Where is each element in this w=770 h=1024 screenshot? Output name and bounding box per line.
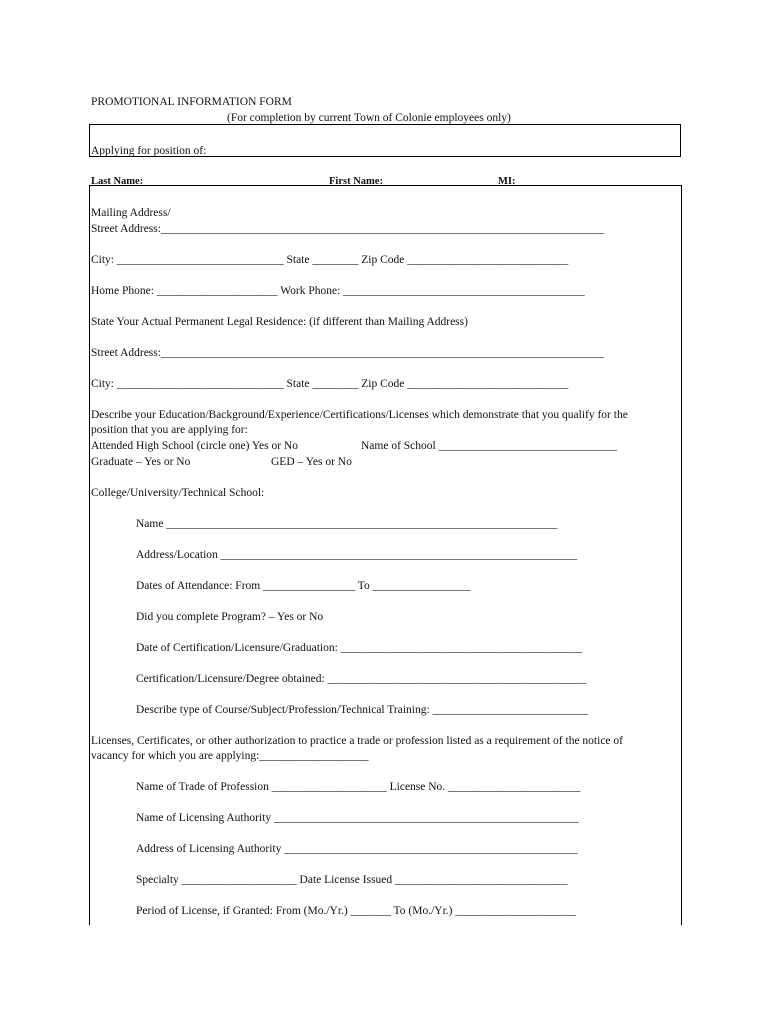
high-school-field[interactable]: Attended High School (circle one) Yes or No (91, 440, 298, 452)
education-describe-line-2: position that you are applying for: (91, 424, 248, 436)
attendance-dates-field[interactable]: Dates of Attendance: From ________________ To _________________ (136, 580, 471, 592)
mailing-city-state-zip-field[interactable]: City: _____________________________ State ________ Zip Code ____________________________ (91, 254, 569, 266)
education-describe-line-1: Describe your Education/Background/Experience/Certifications/Licenses which demonstrate that you qualify for the (91, 409, 628, 421)
ged-field[interactable]: GED – Yes or No (271, 456, 352, 468)
residence-street-field[interactable]: Street Address:_____________________________________________________________________________ (91, 347, 604, 359)
phone-fields[interactable]: Home Phone: _____________________ Work Phone: __________________________________________ (91, 285, 585, 297)
specialty-date-field[interactable]: Specialty ____________________ Date License Issued ______________________________ (136, 874, 568, 886)
trade-license-field[interactable]: Name of Trade of Profession ____________________ License No. _______________________ (136, 781, 581, 793)
form-title: PROMOTIONAL INFORMATION FORM (91, 96, 292, 108)
mi-label[interactable]: MI: (498, 176, 516, 187)
license-period-field[interactable]: Period of License, if Granted: From (Mo./Yr.) _______ To (Mo./Yr.) _____________________ (136, 905, 577, 917)
college-name-field[interactable]: Name ____________________________________________________________________ (136, 518, 558, 530)
program-completed-field[interactable]: Did you complete Program? – Yes or No (136, 611, 324, 623)
licensing-authority-address-field[interactable]: Address of Licensing Authority ___________________________________________________ (136, 843, 578, 855)
licenses-intro-line-1: Licenses, Certificates, or other authorization to practice a trade or profession listed as a requirement of the notice of (91, 735, 623, 747)
licensing-authority-field[interactable]: Name of Licensing Authority _____________________________________________________ (136, 812, 579, 824)
graduate-field[interactable]: Graduate – Yes or No (91, 456, 191, 468)
residence-heading: State Your Actual Permanent Legal Residence: (if different than Mailing Address) (91, 316, 468, 328)
course-type-field[interactable]: Describe type of Course/Subject/Profession/Technical Training: ___________________________ (136, 704, 588, 716)
certification-date-field[interactable]: Date of Certification/Licensure/Graduation: __________________________________________ (136, 642, 583, 654)
first-name-label[interactable]: First Name: (329, 176, 383, 187)
applying-for-label[interactable]: Applying for position of: (91, 145, 207, 157)
mailing-address-heading: Mailing Address/ (91, 207, 171, 219)
form-subtitle: (For completion by current Town of Colonie employees only) (227, 112, 511, 124)
college-address-field[interactable]: Address/Location ______________________________________________________________ (136, 549, 578, 561)
licenses-intro-line-2[interactable]: vacancy for which you are applying:___________________ (91, 750, 369, 762)
college-heading: College/University/Technical School: (91, 487, 265, 499)
last-name-label[interactable]: Last Name: (91, 176, 144, 187)
school-name-field[interactable]: Name of School _______________________________ (361, 440, 617, 452)
mailing-street-field[interactable]: Street Address:_____________________________________________________________________________ (91, 223, 604, 235)
certification-obtained-field[interactable]: Certification/Licensure/Degree obtained: _____________________________________________ (136, 673, 587, 685)
residence-city-state-zip-field[interactable]: City: _____________________________ State ________ Zip Code ____________________________ (91, 378, 569, 390)
